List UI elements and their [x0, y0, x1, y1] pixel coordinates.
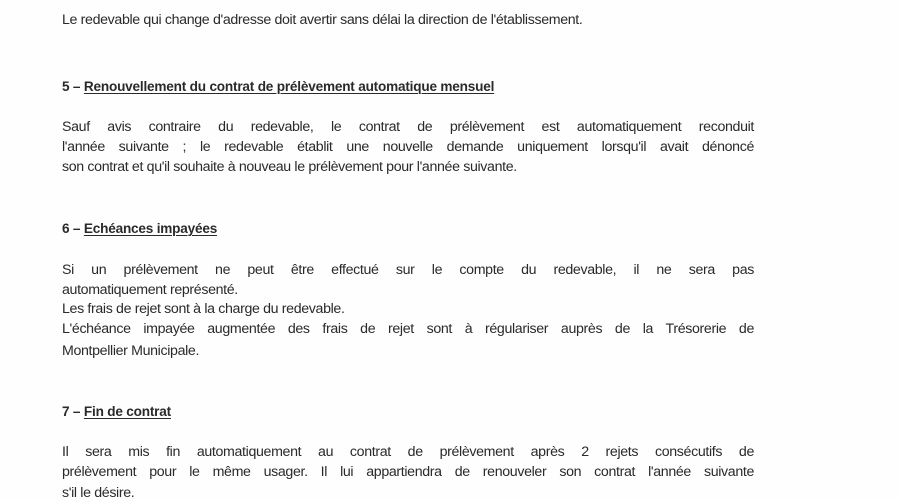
section-6-line-4: L'échéance impayée augmentée des frais de rejet sont à régulariser auprès de la Trésorerie de: [62, 321, 754, 337]
section-6-line-1: Si un prélèvement ne peut être effectué sur le compte du redevable, il ne sera pas: [62, 262, 754, 278]
section-5-title: Renouvellement du contrat de prélèvement automatique mensuel: [83, 79, 495, 94]
section-5-line-2: l'année suivante ; le redevable établit une nouvelle demande uniquement lorsqu'il avait dénoncé: [62, 139, 754, 155]
section-6-line-5: Montpellier Municipale.: [62, 343, 200, 359]
section-5-heading: [62, 78, 494, 96]
intro-paragraph: Le redevable qui change d'adresse doit avertir sans délai la direction de l'établissement.: [62, 12, 583, 28]
section-5-line-3: son contrat et qu'il souhaite à nouveau le prélèvement pour l'année suivante.: [62, 159, 517, 175]
section-6-title: Echéances impayées: [83, 221, 218, 236]
section-5-line-1: Sauf avis contraire du redevable, le contrat de prélèvement est automatiquement reconduit: [62, 119, 754, 135]
section-7-line-1: Il sera mis fin automatiquement au contrat de prélèvement après 2 rejets consécutifs de: [62, 444, 754, 460]
section-6-number: 6 –: [62, 221, 81, 236]
section-7-line-2: prélèvement pour le même usager. Il lui appartiendra de renouveler son contrat l'année suivante: [62, 464, 754, 480]
section-7-number: 7 –: [62, 404, 81, 419]
section-6-line-3: Les frais de rejet sont à la charge du redevable.: [62, 301, 345, 317]
section-7-heading: [62, 403, 171, 421]
section-7-title: Fin de contrat: [83, 404, 171, 419]
section-6-heading: [62, 220, 217, 238]
section-5-number: 5 –: [62, 79, 81, 94]
section-6-line-2: automatiquement représenté.: [62, 282, 238, 298]
section-7-line-3: s'il le désire.: [62, 485, 135, 501]
